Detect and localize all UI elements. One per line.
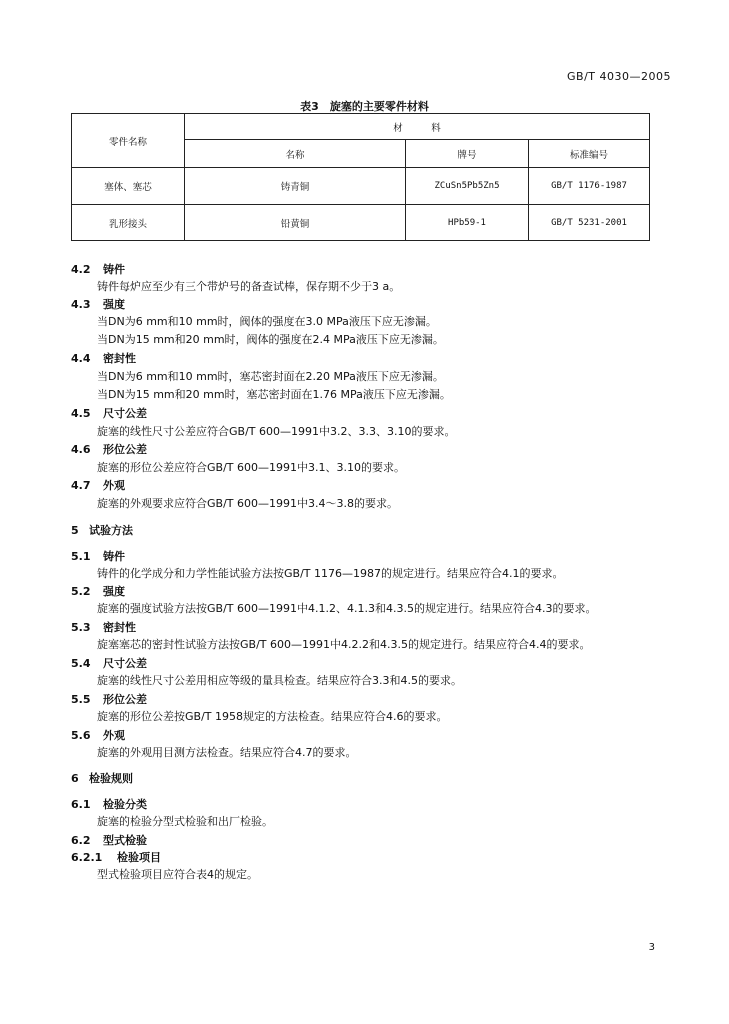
section-title: 检验项目	[117, 851, 161, 864]
section-6-2-1-heading	[71, 851, 161, 865]
section-title: 铸件	[103, 263, 125, 276]
standard-cell: GB/T 1176-1987	[529, 168, 650, 205]
section-5-3-text: 旋塞塞芯的密封性试验方法按GB/T 600—1991中4.2.2和4.3.5的规定进行。结果应符合4.4的要求。	[97, 638, 591, 651]
section-number: 6.2.1	[71, 851, 103, 864]
section-title: 型式检验	[103, 834, 147, 847]
section-4-2-text: 铸件每炉应至少有三个带炉号的备查试棒，保存期不少于3 a。	[97, 280, 401, 293]
table-header-row	[72, 114, 650, 140]
section-4-4-text-1: 当DN为6 mm和10 mm时，塞芯密封面在2.20 MPa液压下应无渗漏。	[97, 370, 444, 383]
section-5-5-text: 旋塞的形位公差按GB/T 1958规定的方法检查。结果应符合4.6的要求。	[97, 710, 448, 723]
material-name-cell: 铅黄铜	[185, 205, 406, 241]
section-number: 4.3	[71, 298, 91, 311]
section-title: 密封性	[103, 352, 136, 365]
page-number: 3	[648, 942, 655, 953]
name-header: 名称	[185, 140, 406, 168]
section-number: 4.4	[71, 352, 91, 365]
part-cell: 乳形接头	[72, 205, 185, 241]
section-5-4-text: 旋塞的线性尺寸公差用相应等级的量具检查。结果应符合3.3和4.5的要求。	[97, 674, 462, 687]
section-title: 强度	[103, 298, 125, 311]
section-title: 试验方法	[89, 524, 133, 537]
standard-cell: GB/T 5231-2001	[529, 205, 650, 241]
section-6-1-heading	[71, 798, 147, 812]
section-4-6-heading	[71, 443, 147, 457]
section-title: 检验分类	[103, 798, 147, 811]
section-title: 尺寸公差	[103, 407, 147, 420]
section-number: 5.1	[71, 550, 91, 563]
section-4-4-text-2: 当DN为15 mm和20 mm时，塞芯密封面在1.76 MPa液压下应无渗漏。	[97, 388, 451, 401]
standard-code: GB/T 4030—2005	[567, 70, 671, 83]
section-number: 5.2	[71, 585, 91, 598]
section-number: 6	[71, 772, 79, 785]
section-title: 密封性	[103, 621, 136, 634]
section-title: 强度	[103, 585, 125, 598]
section-4-3-text-1: 当DN为6 mm和10 mm时，阀体的强度在3.0 MPa液压下应无渗漏。	[97, 315, 437, 328]
section-5-4-heading	[71, 657, 147, 671]
section-5-2-text: 旋塞的强度试验方法按GB/T 600—1991中4.1.2、4.1.3和4.3.5的规定进行。结果应符合4.3的要求。	[97, 602, 597, 615]
section-4-3-heading	[71, 298, 125, 312]
section-number: 6.1	[71, 798, 91, 811]
section-number: 4.5	[71, 407, 91, 420]
section-title: 形位公差	[103, 693, 147, 706]
section-4-2-heading	[71, 263, 125, 277]
grade-cell: ZCuSn5Pb5Zn5	[406, 168, 529, 205]
material-header: 材 料	[185, 114, 650, 140]
section-number: 5.5	[71, 693, 91, 706]
section-5-5-heading	[71, 693, 147, 707]
section-5-3-heading	[71, 621, 136, 635]
section-number: 5.6	[71, 729, 91, 742]
section-number: 4.7	[71, 479, 91, 492]
section-number: 4.2	[71, 263, 91, 276]
section-4-6-text: 旋塞的形位公差应符合GB/T 600—1991中3.1、3.10的要求。	[97, 461, 405, 474]
section-4-4-heading	[71, 352, 136, 366]
table-row	[72, 205, 650, 241]
section-title: 铸件	[103, 550, 125, 563]
section-5-1-heading	[71, 550, 125, 564]
section-title: 外观	[103, 729, 125, 742]
grade-cell: HPb59-1	[406, 205, 529, 241]
section-5-1-text: 铸件的化学成分和力学性能试验方法按GB/T 1176—1987的规定进行。结果应符合4.1的要求。	[97, 567, 564, 580]
section-5-6-heading	[71, 729, 125, 743]
section-4-7-text: 旋塞的外观要求应符合GB/T 600—1991中3.4～3.8的要求。	[97, 497, 398, 510]
section-number: 5.4	[71, 657, 91, 670]
section-4-5-heading	[71, 407, 147, 421]
standard-header: 标准编号	[529, 140, 650, 168]
section-4-5-text: 旋塞的线性尺寸公差应符合GB/T 600—1991中3.2、3.3、3.10的要求。	[97, 425, 456, 438]
grade-header: 牌号	[406, 140, 529, 168]
materials-table	[71, 113, 650, 241]
section-6-2-1-text: 型式检验项目应符合表4的规定。	[97, 868, 258, 881]
section-number: 5	[71, 524, 79, 537]
section-number: 5.3	[71, 621, 91, 634]
section-6-2-heading	[71, 834, 147, 848]
section-number: 6.2	[71, 834, 91, 847]
chapter-5-heading	[71, 524, 133, 538]
section-4-3-text-2: 当DN为15 mm和20 mm时，阀体的强度在2.4 MPa液压下应无渗漏。	[97, 333, 444, 346]
section-title: 尺寸公差	[103, 657, 147, 670]
section-title: 外观	[103, 479, 125, 492]
table-caption: 表3 旋塞的主要零件材料	[300, 100, 429, 113]
section-6-1-text: 旋塞的检验分型式检验和出厂检验。	[97, 815, 273, 828]
table-row	[72, 168, 650, 205]
part-cell: 塞体、塞芯	[72, 168, 185, 205]
section-title: 检验规则	[89, 772, 133, 785]
section-4-7-heading	[71, 479, 125, 493]
chapter-6-heading	[71, 772, 133, 786]
section-number: 4.6	[71, 443, 91, 456]
part-name-header: 零件名称	[72, 114, 185, 168]
section-5-6-text: 旋塞的外观用目测方法检查。结果应符合4.7的要求。	[97, 746, 357, 759]
material-name-cell: 铸青铜	[185, 168, 406, 205]
section-title: 形位公差	[103, 443, 147, 456]
section-5-2-heading	[71, 585, 125, 599]
